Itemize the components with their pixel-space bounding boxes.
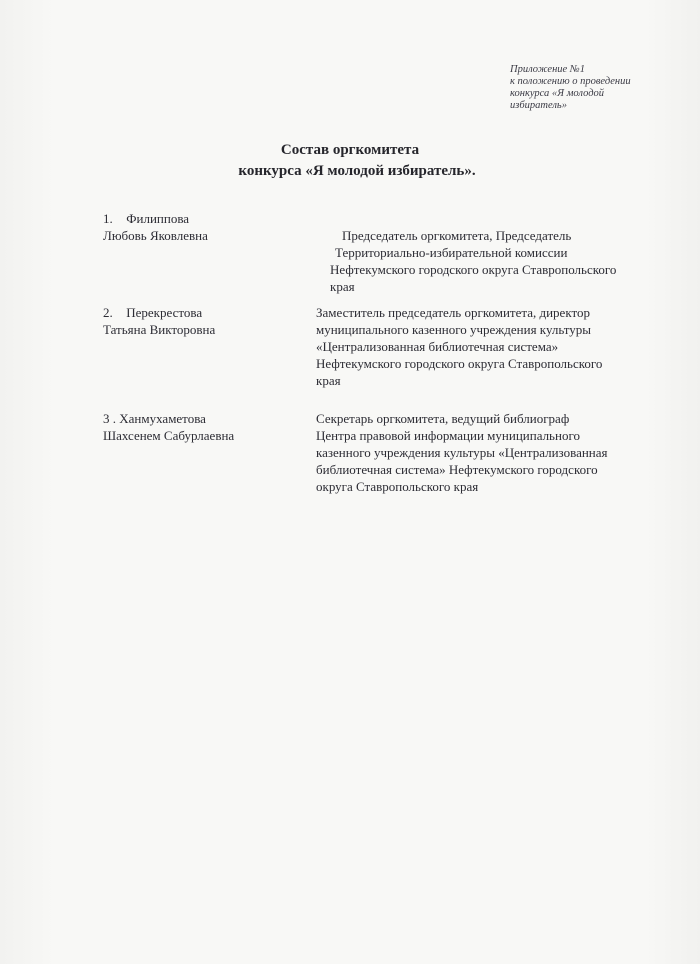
title-line-2: конкурса «Я молодой избиратель». bbox=[238, 163, 476, 179]
role-line: Нефтекумского городского округа Ставропольского bbox=[330, 262, 617, 277]
role-line: Председатель оргкомитета, Председатель bbox=[342, 228, 572, 243]
appendix-line: к положению о проведении bbox=[510, 76, 631, 87]
role-line: казенного учреждения культуры «Централизованная bbox=[316, 445, 608, 460]
member-number: 3 . bbox=[103, 411, 116, 426]
member-role bbox=[316, 304, 602, 389]
role-line: Центра правовой информации муниципального bbox=[316, 428, 580, 443]
role-line: округа Ставропольского края bbox=[316, 479, 479, 494]
role-line: библиотечная система» Нефтекумского городского bbox=[316, 462, 598, 477]
member-number: 2. bbox=[103, 305, 113, 320]
appendix-note bbox=[510, 64, 690, 112]
role-line: Территориально-избирательной комиссии bbox=[335, 245, 568, 260]
appendix-line: избиратель» bbox=[510, 100, 567, 111]
member-number: 1. bbox=[103, 211, 113, 226]
member-role bbox=[330, 227, 616, 295]
role-line: края bbox=[330, 279, 355, 294]
member-name bbox=[103, 304, 215, 338]
member-role bbox=[316, 410, 608, 495]
role-line: Секретарь оргкомитета, ведущий библиограф bbox=[316, 411, 570, 426]
role-line: «Централизованная библиотечная система» bbox=[316, 339, 559, 354]
member-name bbox=[103, 410, 234, 444]
member-given-names: Шахсенем Сабурлаевна bbox=[103, 428, 235, 443]
member-given-names: Любовь Яковлевна bbox=[103, 228, 208, 243]
role-line: Заместитель председатель оргкомитета, директор bbox=[316, 305, 590, 320]
member-surname: Перекрестова bbox=[126, 305, 203, 320]
appendix-line: Приложение №1 bbox=[510, 64, 585, 75]
member-given-names: Татьяна Викторовна bbox=[103, 322, 216, 337]
role-line: края bbox=[316, 373, 341, 388]
member-name bbox=[103, 210, 208, 244]
appendix-line: конкурса «Я молодой bbox=[510, 88, 605, 99]
title-line-1: Состав оргкомитета bbox=[280, 142, 420, 158]
document-title bbox=[0, 140, 700, 182]
member-surname: Филиппова bbox=[126, 211, 190, 226]
role-line: Нефтекумского городского округа Ставропольского bbox=[316, 356, 603, 371]
member-surname: Ханмухаметова bbox=[119, 411, 206, 426]
role-line: муниципального казенного учреждения культуры bbox=[316, 322, 592, 337]
